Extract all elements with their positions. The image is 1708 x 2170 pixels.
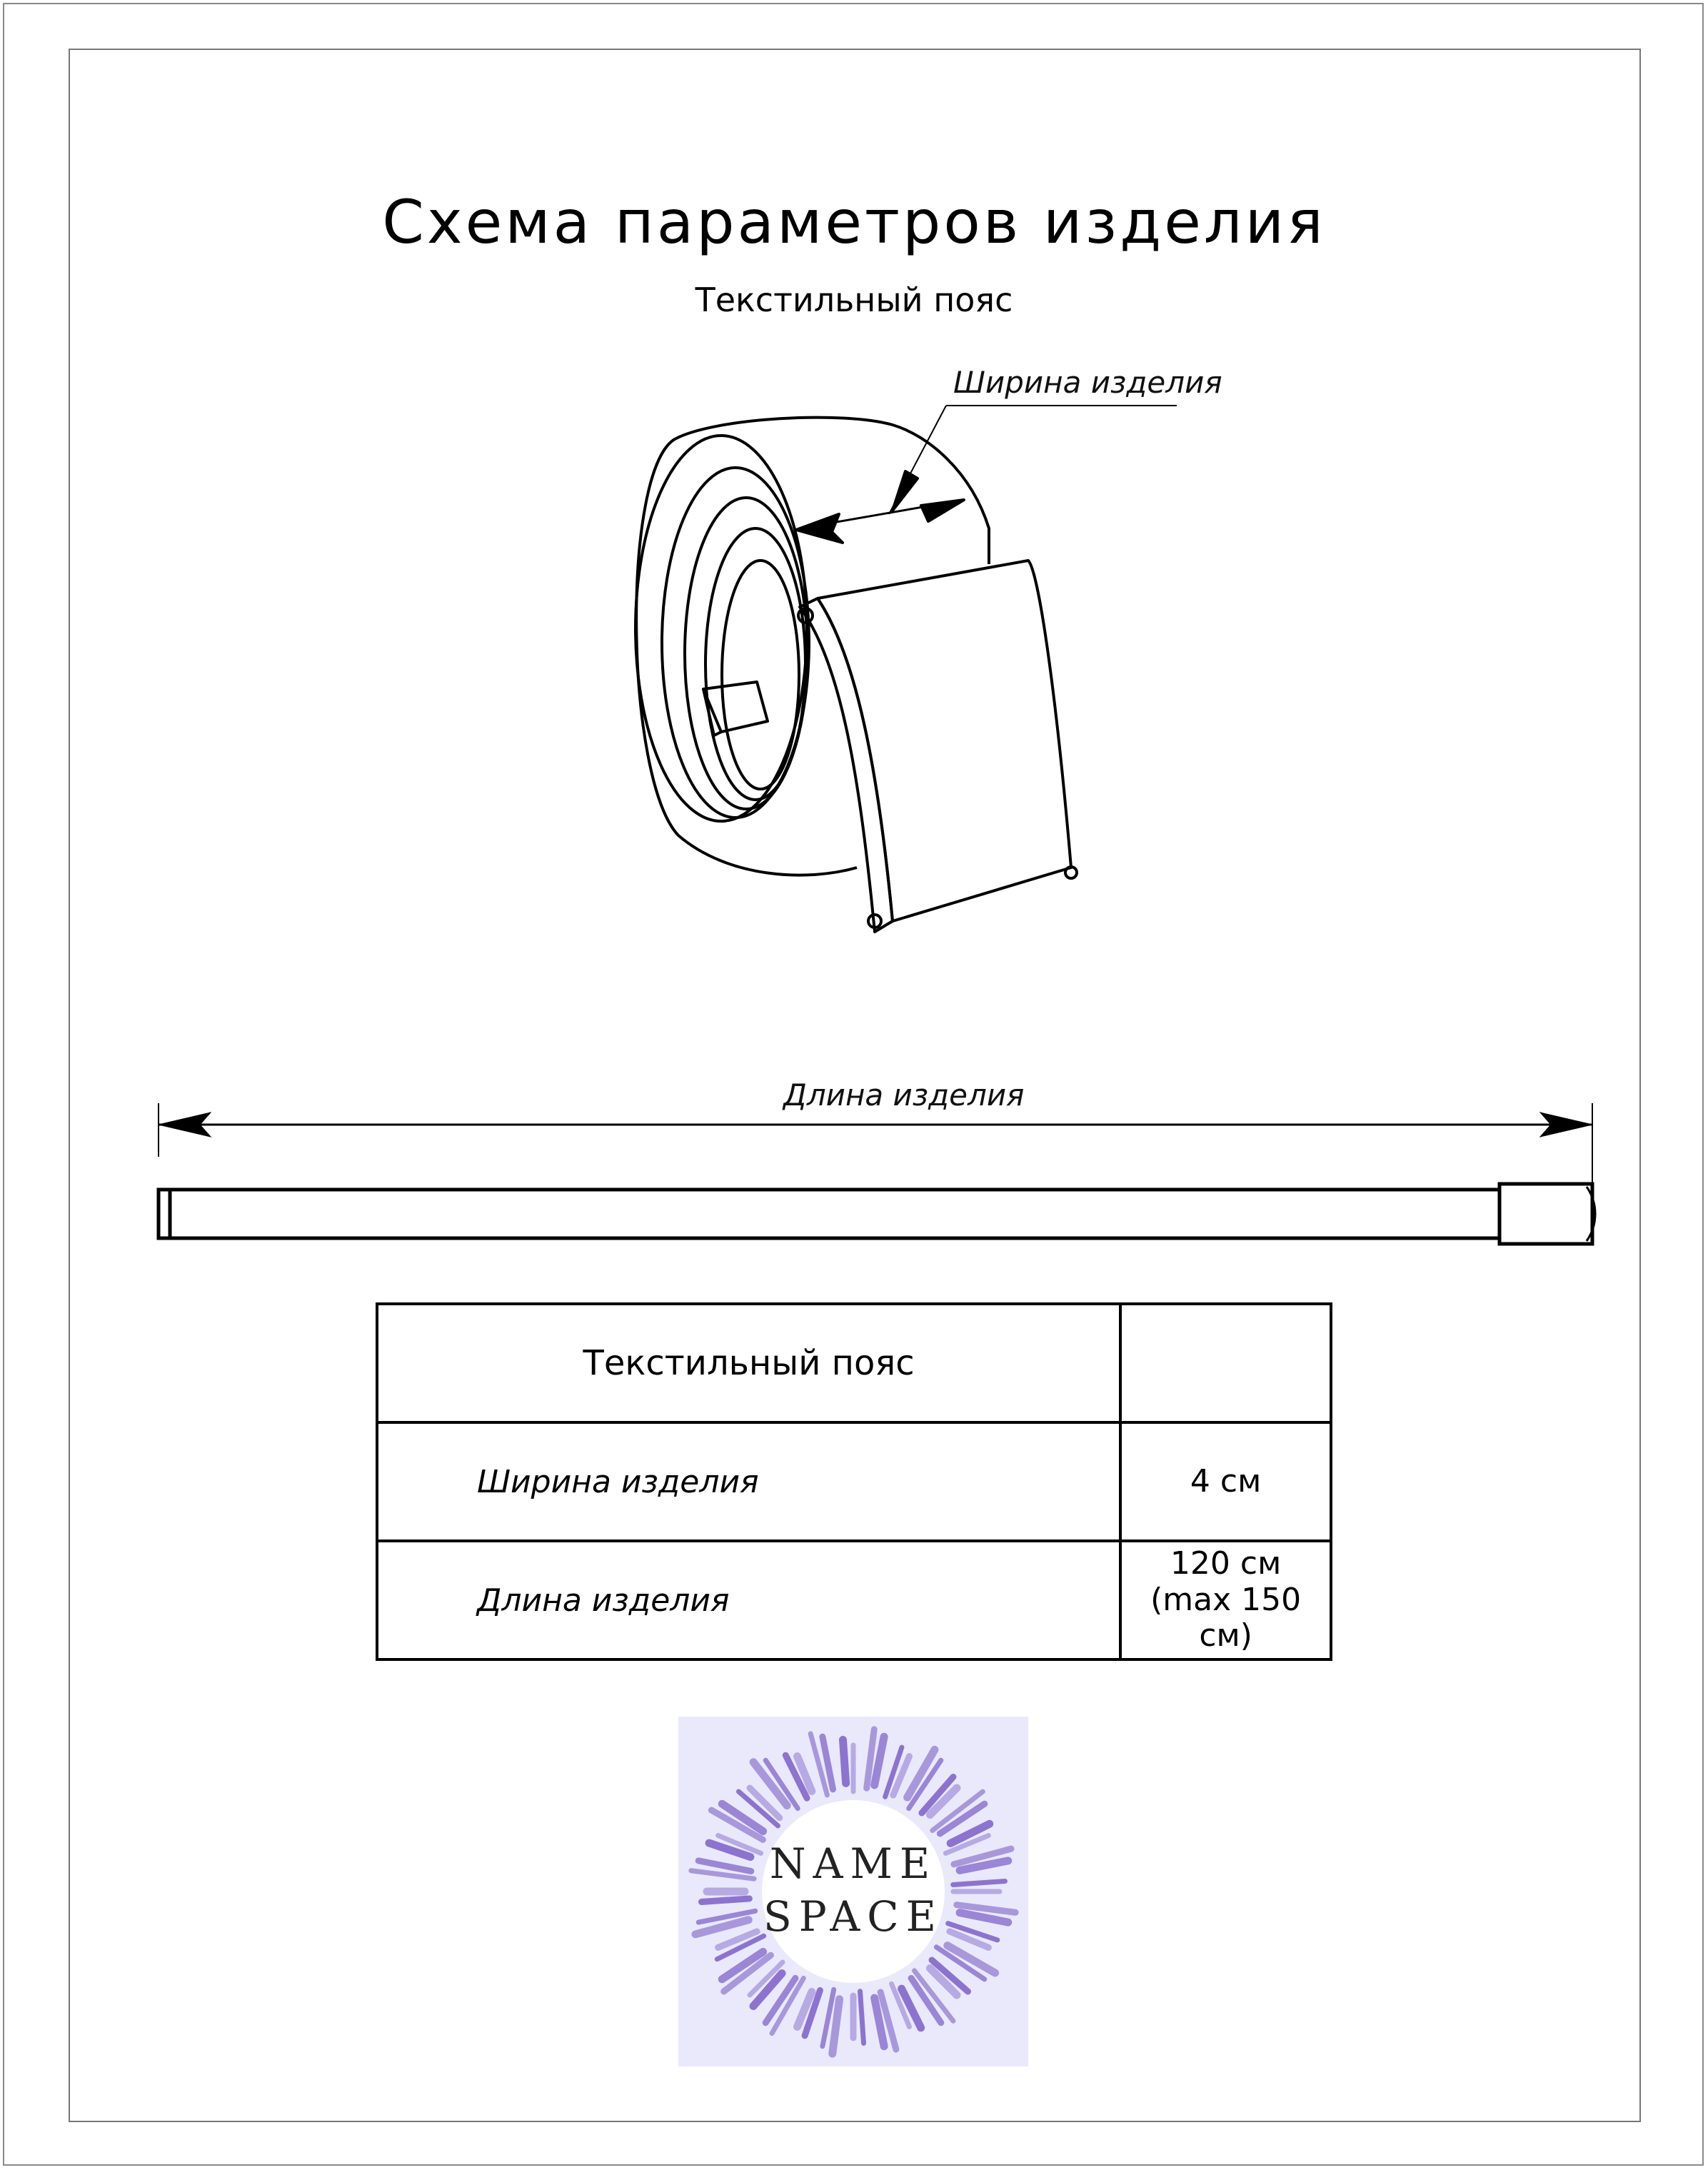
value-line: 120 см	[1170, 1545, 1282, 1582]
length-dimension	[159, 1103, 1592, 1185]
rolled-belt-illustration	[636, 406, 1177, 932]
value-line-secondary: (max 150 см)	[1150, 1581, 1302, 1654]
sunburst-icon	[678, 1717, 1028, 2066]
row-label-width: Ширина изделия	[377, 1422, 1120, 1541]
sunburst-stroke	[833, 1999, 840, 2054]
logo-line1: NAME	[769, 1839, 938, 1888]
row-value-length	[1120, 1541, 1331, 1659]
sunburst-stroke	[860, 1991, 864, 2044]
length-label: Длина изделия	[783, 1078, 1025, 1112]
table-row	[377, 1541, 1331, 1659]
table-header-cell: Текстильный пояс	[377, 1304, 1120, 1422]
brand-logo	[678, 1717, 1028, 2066]
logo-line2: SPACE	[763, 1892, 944, 1941]
table-row	[377, 1422, 1331, 1541]
row-label-length: Длина изделия	[377, 1541, 1120, 1659]
row-value-width	[1120, 1422, 1331, 1541]
page-title: Схема параметров изделия	[382, 187, 1326, 257]
sunburst-stroke	[843, 1739, 845, 1783]
table-header-row	[377, 1304, 1331, 1422]
page-subtitle: Текстильный пояс	[695, 281, 1013, 319]
spec-table	[376, 1302, 1332, 1661]
value-line: 4 см	[1190, 1462, 1262, 1500]
logo-center-circle	[762, 1800, 945, 1983]
sunburst-stroke	[902, 1989, 921, 2028]
flat-belt-illustration	[159, 1184, 1595, 1244]
width-label: Ширина изделия	[953, 365, 1222, 400]
table-header-value	[1120, 1304, 1331, 1422]
sunburst-stroke	[875, 1737, 884, 1785]
